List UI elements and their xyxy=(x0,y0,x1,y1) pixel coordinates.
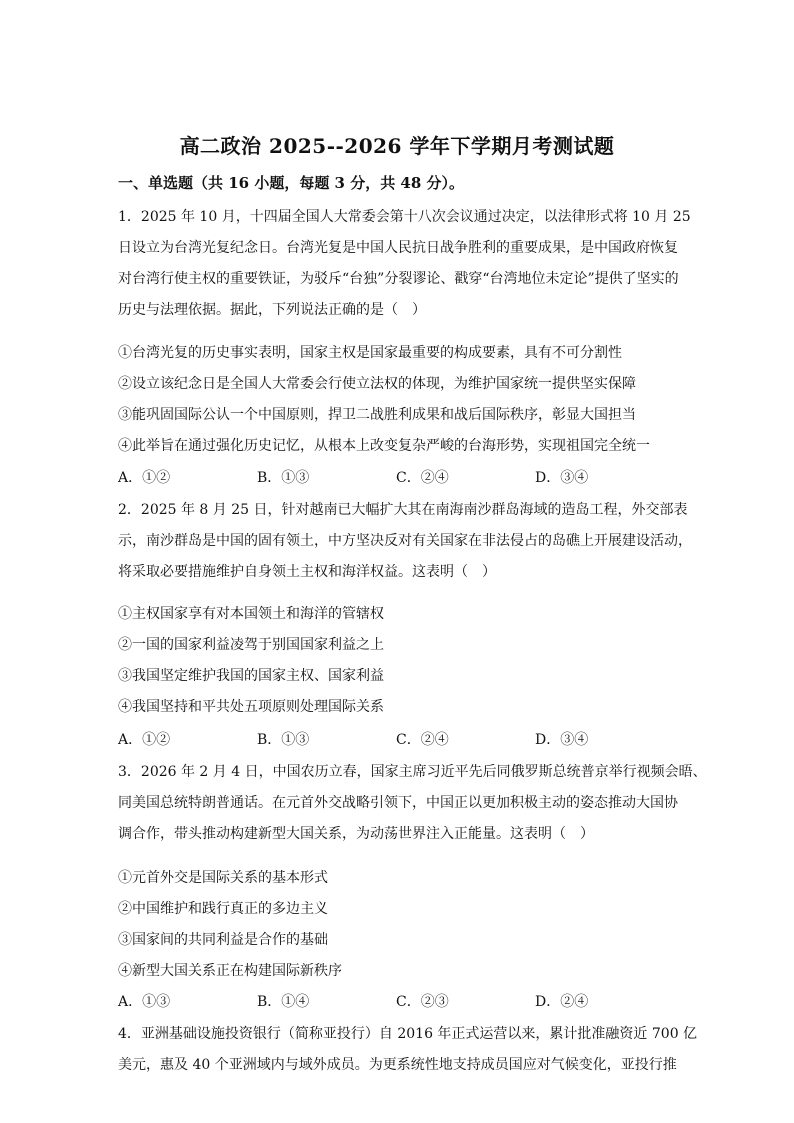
question-2-stem-line-2: 示，南沙群岛是中国的固有领土，中方坚决反对有关国家在非法侵占的岛礁上开展建设活动， xyxy=(118,533,692,549)
question-2-stem-line-3: 将采取必要措施维护自身领土主权和海洋权益。这表明（ ） xyxy=(118,564,496,580)
question-2-item-3: ③我国坚定维护我国的国家主权、国家利益 xyxy=(118,668,384,684)
question-3-choice-c: C．②③ xyxy=(396,994,449,1010)
question-1-item-3: ③能巩固国际公认一个中国原则，捍卫二战胜利成果和战后国际秩序，彰显大国担当 xyxy=(118,407,636,423)
question-1-stem-line-1: 1．2025 年 10 月，十四届全国人大常委会第十八次会议通过决定，以法律形式将 10 月 25 xyxy=(118,209,691,225)
question-1-choice-b: B．①③ xyxy=(257,470,310,486)
question-3-stem-line-1: 3．2026 年 2 月 4 日，中国农历立春，国家主席习近平先后同俄罗斯总统普京举行视频会晤、 xyxy=(118,764,707,780)
question-1-choice-c: C．②④ xyxy=(396,470,449,486)
question-3-item-3: ③国家间的共同利益是合作的基础 xyxy=(118,932,328,948)
question-2-stem-line-1: 2．2025 年 8 月 25 日，针对越南已大幅扩大其在南海南沙群岛海域的造岛工程，外交部表 xyxy=(118,502,688,518)
question-2-choice-d: D．③④ xyxy=(535,732,589,748)
question-3-choice-a: A．①③ xyxy=(118,994,171,1010)
question-3-item-1: ①元首外交是国际关系的基本形式 xyxy=(118,870,328,886)
question-2-item-4: ④我国坚持和平共处五项原则处理国际关系 xyxy=(118,699,384,715)
question-1-item-1: ①台湾光复的历史事实表明，国家主权是国家最重要的构成要素，具有不可分割性 xyxy=(118,345,622,361)
question-4-stem-line-2: 美元，惠及 40 个亚洲域内与域外成员。为更系统性地支持成员国应对气候变化，亚投行推 xyxy=(118,1057,677,1073)
question-1-stem-line-2: 日设立为台湾光复纪念日。台湾光复是中国人民抗日战争胜利的重要成果，是中国政府恢复 xyxy=(118,240,678,256)
question-3-choice-d: D．②④ xyxy=(535,994,589,1010)
question-3-item-4: ④新型大国关系正在构建国际新秩序 xyxy=(118,963,342,979)
section-heading: 一、单选题（共 16 小题，每题 3 分，共 48 分）。 xyxy=(118,174,465,192)
question-1-choice-d: D．③④ xyxy=(535,470,589,486)
question-3-stem-line-2: 同美国总统特朗普通话。在元首外交战略引领下，中国正以更加积极主动的姿态推动大国协 xyxy=(118,795,678,811)
question-4-stem-line-1: 4．亚洲基础设施投资银行（简称亚投行）自 2016 年正式运营以来，累计批准融资近 700 亿 xyxy=(118,1026,698,1042)
question-2-item-1: ①主权国家享有对本国领土和海洋的管辖权 xyxy=(118,606,384,622)
question-3-stem-line-3: 调合作，带头推动构建新型大国关系，为动荡世界注入正能量。这表明（ ） xyxy=(118,826,594,842)
page-title: 高二政治 2025--2026 学年下学期月考测试题 xyxy=(179,134,615,158)
question-1-stem-line-4: 历史与法理依据。据此，下列说法正确的是（ ） xyxy=(118,302,426,318)
question-1-item-4: ④此举旨在通过强化历史记忆，从根本上改变复杂严峻的台海形势，实现祖国完全统一 xyxy=(118,438,650,454)
question-3-choice-b: B．①④ xyxy=(257,994,310,1010)
question-2-choice-a: A．①② xyxy=(118,732,171,748)
question-2-item-2: ②一国的国家利益凌驾于别国国家利益之上 xyxy=(118,637,384,653)
question-2-choice-c: C．②④ xyxy=(396,732,449,748)
question-1-stem-line-3: 对台湾行使主权的重要铁证，为驳斥“台独”分裂谬论、戳穿“台湾地位未定论”提供了坚实的 xyxy=(118,271,679,287)
question-1-item-2: ②设立该纪念日是全国人大常委会行使立法权的体现，为维护国家统一提供坚实保障 xyxy=(118,376,636,392)
question-3-item-2: ②中国维护和践行真正的多边主义 xyxy=(118,901,328,917)
question-2-choice-b: B．①③ xyxy=(257,732,310,748)
question-1-choice-a: A．①② xyxy=(118,470,171,486)
